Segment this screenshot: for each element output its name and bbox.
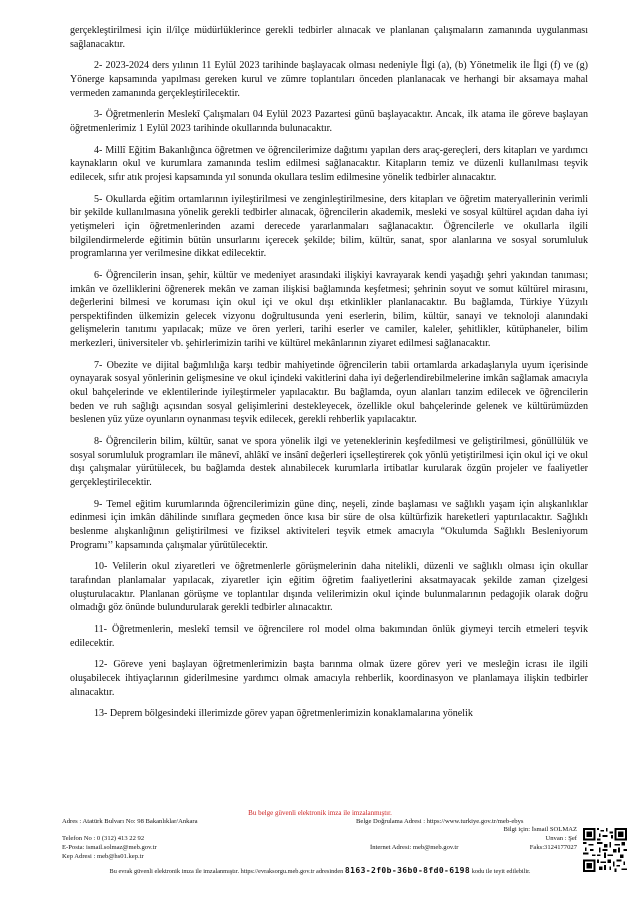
paragraph-6: 6- Öğrencilerin insan, şehir, kültür ve medeniyet arasındaki ilişkiyi kavrayarak kendi yaşadığı şehri yakından tanıması; imkân ve özelliklerini öğrenerek mekân ve zaman ilişkisi bağlamında keşfetmesi; şehrinin soyut ve somut kültürel mirasını, değerlerini bilmesi ve koruması için okul içi ve okul dışı etkinlikler planlanacaktır. Bu bağlamda, Türkiye Yüzyılı perspektifinden ülkemizin gelecek vizyonu doğrultusunda yeni eserlerin, bilim, kültür, sanayi ve teknoloji alanındaki gelişmelerin tanıtımı yapılacak; müze ve ören yerleri, tarihi eserler ve camiler, kaleler, şehitlikler, kütüphaneler, bilim merkezleri, üniversiteler vb. şehirlerimizin tarihi ve kültürel mekânlarının ziyaret edilmesi sağlanacaktır.: [70, 269, 588, 350]
footer-kep: Kep Adresi : meb@hs01.kep.tr: [62, 853, 144, 860]
paragraph-2: 2- 2023-2024 ders yılının 11 Eylül 2023 tarihinde başlayacak olması nedeniyle İlgi (a), (b) Yönetmelik ile İlgi (f) ve (g) Yönerge kapsamında yapılması gereken kurul ve zümre toplantıları önceden planlanacak ve herhangi bir aksamaya mahal vermeden zamanında gerçekleştirilecektir.: [70, 60, 588, 99]
e-signature-notice: Bu belge güvenli elektronik imza ile imzalanmıştır.: [248, 809, 392, 817]
verification-line: [0, 866, 640, 875]
footer-address: Adres : Atatürk Bulvarı No: 98 Bakanlıklar/Ankara: [62, 818, 198, 825]
paragraph-13: 13- Deprem bölgesindeki illerimizde görev yapan öğretmenlerimizin konaklamalarına yönelik: [94, 708, 473, 720]
footer-internet: İnternet Adresi: meb@meb.gov.tr: [370, 844, 459, 851]
paragraph-1-continued: gerçekleştirilmesi için il/ilçe müdürlüklerince gerekli tedbirler alınacak ve planlanan çalışmaların zamanında uygulanması sağlanacaktır.: [70, 25, 588, 50]
paragraph-10: 10- Velilerin okul ziyaretleri ve öğretmenlerle görüşmelerinin daha nitelikli, düzenli ve sağlıklı olması için okullar tarafından planlamalar yapılacak, ziyaretler için eğitim öğretim faaliyetlerini aksatmayacak şekilde zaman çizelgesi oluşturulacaktır. Planlanan görüşme ve toplantılar dışında velilerimizin okul içinde bulunmalarının pedagojik olarak doğru olmadığı göz önünde bulundurularak gerekli tedbirler alınacaktır.: [70, 561, 588, 614]
paragraph-12: 12- Göreve yeni başlayan öğretmenlerimizin başta barınma olmak üzere görev yeri ve mesleğin icrası ile ilgili oluşabilecek ihtiyaçlarının giderilmesine yardımcı olmak amacıyla rehberlik, koordinasyon ve planlamaya ilişkin tedbirler alınacaktır.: [70, 659, 588, 698]
footer-fax: Faks:3124177027: [529, 844, 577, 851]
footer-info: Bilgi için: İsmail SOLMAZ: [503, 826, 577, 833]
verification-code[interactable]: 8163-2f0b-36b0-8fd0-6198: [344, 866, 471, 875]
paragraph-4: 4- Millî Eğitim Bakanlığınca öğretmen ve öğrencilerimize dağıtımı yapılan ders araç-gereçleri, ders kitapları ve yardımcı kaynakların okul ve kurumlara zamanında teslim edilmesi sağlanacaktır. Kitapların temiz ve düzenli kullanılması teşvik edilecek, sıfır atık projesi kapsamında yıl sonunda okullara teslim edilmesine yönelik tedbirler alınacaktır.: [70, 144, 588, 183]
document-footer: [0, 809, 640, 904]
footer-email: E-Posta: ismail.solmaz@meb.gov.tr: [62, 844, 157, 851]
paragraph-11: 11- Öğretmenlerin, meslekî temsil ve öğrencilere rol model olma bakımından önlük giymeyi tercih etmeleri teşvik edilecektir.: [70, 623, 588, 649]
document-body: [70, 24, 588, 729]
paragraph-9: 9- Temel eğitim kurumlarında öğrencilerimizin güne dinç, neşeli, zinde başlaması ve sağlıklı yaşam için alışkanlıklar edinmesi için imkân dâhilinde sınıflara geçmeden önce kısa bir süre de olsa kültürfizik hareketleri yaptırılacaktır. Sağlıklı beslenme alışkanlığının geliştirilmesi ve fiziksel aktiviteleri teşvik etmek amacıyla “Okulumda Sağlıklı Besleniyorum Programı’’ kapsamında çalışmalar yürütülecektir.: [70, 498, 588, 551]
footer-verify-address: Belge Doğrulama Adresi : https://www.turkiye.gov.tr/meb-ebys: [356, 818, 524, 825]
paragraph-5: 5- Okullarda eğitim ortamlarının iyileştirilmesi ve zenginleştirilmesine, ders kitapları ve öğretim materyallerinin verimli bir şekilde kullanılmasına yönelik gerekli tedbirler alınacak, öğrencilerin akademik, mesleki ve sosyal kültürel açıdan daha iyi yetişmeleri için öğretmenlerinden azami derecede yararlanmaları sağlanacaktır. Öğrencilerle ve okullarla ilgili bilgilendirmelerde eğitimin bütün unsurlarını içerecek şekilde; bilim, kültür, sanat, spor alanlarına ve sosyal sorumluluk programlarına yer verilmesine dikkat edilecektir.: [70, 193, 588, 260]
paragraph-7: 7- Obezite ve dijital bağımlılığa karşı tedbir mahiyetinde öğrencilerin tabii ortamlarda arkadaşlarıyla uyum içerisinde oynayarak sosyal yönlerinin gelişmesine ve okul içindeki vakitlerini daha iyi değerlendirebilmelerine imkân sağlamak amacıyla okul bahçelerinde ve eklentilerinde iyileştirmeler yapılacaktır. Bu bağlamda, oyun alanları tanzim edilecek ve öğrencilerin beden ve ruh sağlığı açısından sosyal gelişimlerini destekleyecek, özellikle okul bahçelerinde gelenek ve kültürümüzden beslenen yüz yüze oyunların oynanması teşvik edilecek, gerekli rehberlik yapılacaktır.: [70, 359, 588, 426]
paragraph-3: 3- Öğretmenlerin Meslekî Çalışmaları 04 Eylül 2023 Pazartesi günü başlayacaktır. Ancak, ilk atama ile göreve başlayan öğretmenlerimiz 1 Eylül 2023 tarihinde okullarında bulunacaktır.: [70, 109, 588, 134]
verification-prefix: Bu evrak güvenli elektronik imza ile imzalanmıştır. https://evraksorgu.meb.gov.tr adresinden: [109, 868, 344, 875]
footer-title: Unvan : Şef: [545, 835, 577, 842]
verification-suffix: kodu ile teyit edilebilir.: [471, 868, 531, 875]
footer-phone: Telefon No : 0 (312) 413 22 92: [62, 835, 145, 842]
paragraph-8: 8- Öğrencilerin bilim, kültür, sanat ve spora yönelik ilgi ve yeteneklerinin keşfedilmesi ve geliştirilmesi, gönüllülük ve sosyal sorumluluk programları ile mânevî, ahlâkî ve insânî değerleri içselleştirerek çok yönlü yetiştirilmesi için okul içi ve okul dışı çalışmalar yürütülecek, bu bağlamda destek alınabilecek kurumlarla irtibatlar kurularak özgün projeler ve faaliyetler gerçekleştirilecektir.: [70, 436, 588, 489]
